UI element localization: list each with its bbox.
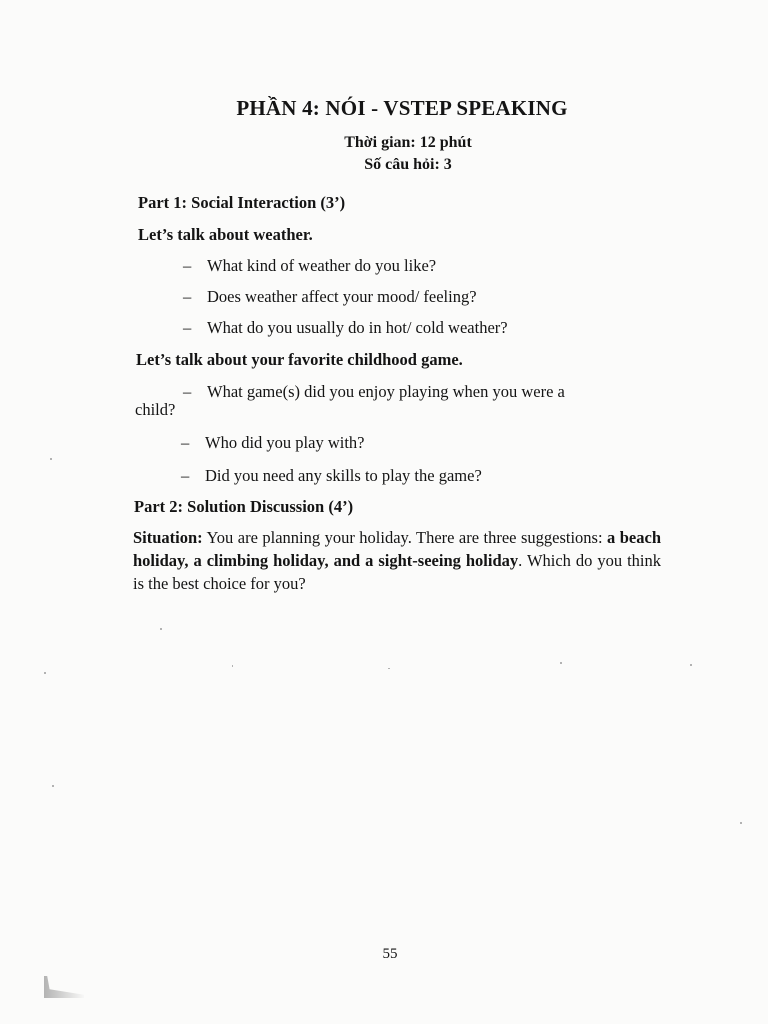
- question-text: What kind of weather do you like?: [207, 256, 437, 275]
- scan-speck: [44, 672, 46, 674]
- page-title: PHẦN 4: NÓI - VSTEP SPEAKING: [236, 96, 568, 120]
- scan-speck: [740, 822, 742, 824]
- situation-label: Situation:: [133, 528, 203, 547]
- part2-heading: Part 2: Solution Discussion (4’): [134, 497, 354, 516]
- question-count: Số câu hỏi: 3: [364, 156, 452, 173]
- list-item: [183, 382, 565, 402]
- scan-speck: [52, 785, 54, 787]
- separator: ,: [184, 551, 194, 570]
- situation-paragraph: [133, 526, 661, 595]
- question-text: Does weather affect your mood/ feeling?: [207, 287, 477, 306]
- list-item: [181, 466, 482, 486]
- dash-marker: –: [183, 382, 192, 401]
- option-beach: a beach holiday: [133, 528, 661, 570]
- situation-text: You are planning your holiday. There are three suggestions:: [202, 528, 608, 547]
- separator: ,: [324, 551, 334, 570]
- option-sightseeing: and a sight-seeing holiday: [333, 551, 519, 570]
- dash-marker: –: [181, 466, 190, 485]
- situation-question: . Which do you think is the best choice for you?: [133, 551, 662, 593]
- scan-speck: [560, 662, 562, 664]
- list-item: [183, 256, 436, 276]
- option-climbing: a climbing holiday: [193, 551, 325, 570]
- question-text: Did you need any skills to play the game?: [205, 466, 482, 485]
- time-limit: Thời gian: 12 phút: [344, 134, 472, 151]
- topic-game-heading: Let’s talk about your favorite childhood game.: [136, 350, 463, 369]
- scan-speck: [160, 628, 162, 630]
- question-text: Who did you play with?: [205, 433, 365, 452]
- part1-heading: Part 1: Social Interaction (3’): [138, 193, 346, 212]
- question-text: What game(s) did you enjoy playing when you were a: [207, 382, 565, 401]
- list-item: [183, 318, 508, 338]
- topic-weather-heading: Let’s talk about weather.: [138, 225, 313, 244]
- dash-marker: –: [183, 287, 192, 306]
- question-continuation: child?: [135, 400, 176, 419]
- list-item: [181, 433, 364, 453]
- scan-speck: [50, 458, 52, 460]
- dash-marker: –: [181, 433, 190, 452]
- dash-marker: –: [183, 256, 192, 275]
- dash-marker: –: [183, 318, 192, 337]
- scan-mark: [44, 976, 84, 998]
- question-text: What do you usually do in hot/ cold weather?: [207, 318, 508, 337]
- scan-speck: [232, 665, 233, 667]
- scan-speck: [388, 668, 390, 669]
- list-item: [183, 287, 477, 307]
- scan-speck: [690, 664, 692, 666]
- page-number: 55: [382, 946, 398, 962]
